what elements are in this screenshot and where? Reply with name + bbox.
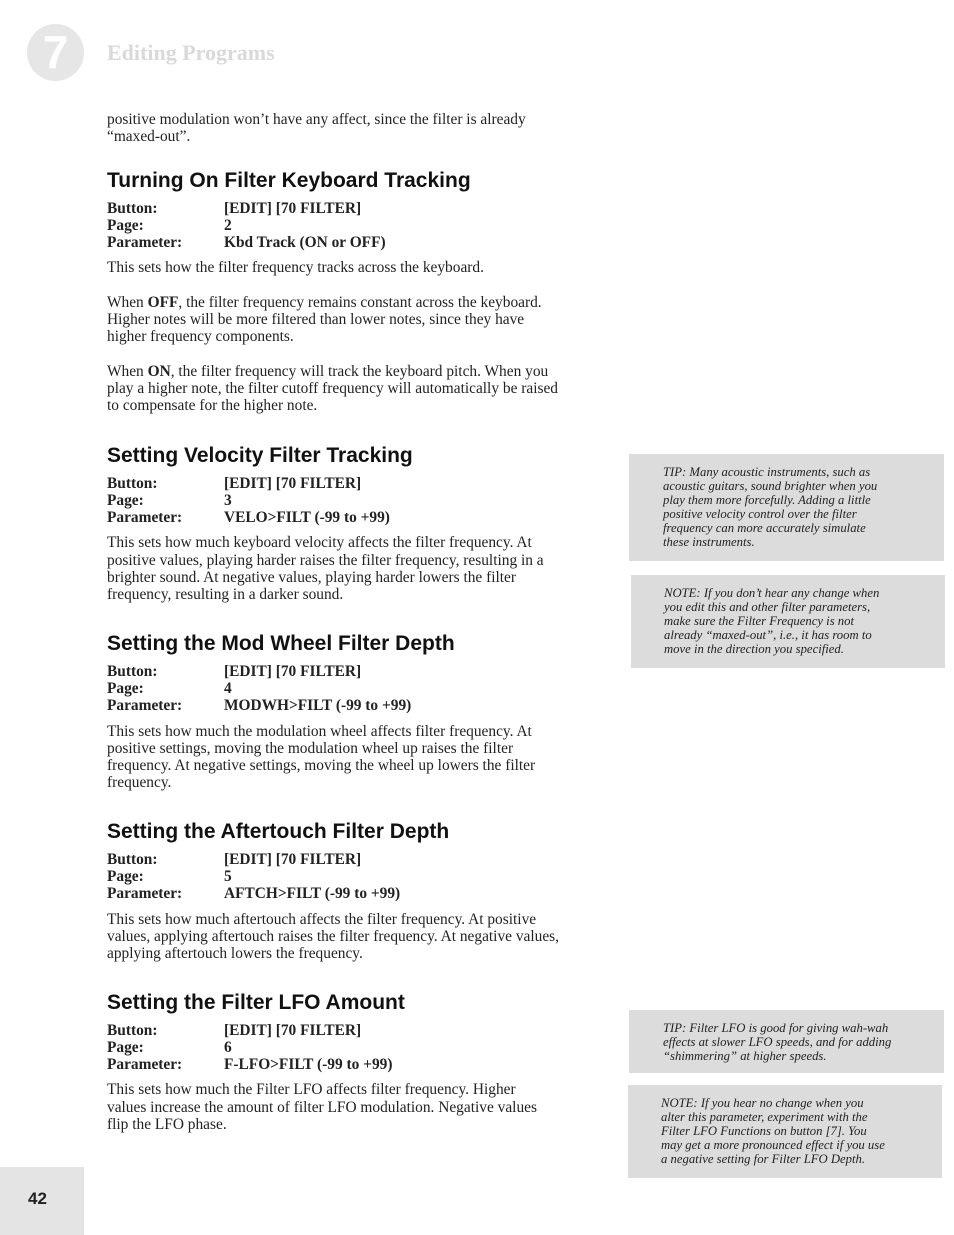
tip-line: positive velocity control over the filter bbox=[663, 507, 857, 521]
param-row bbox=[107, 492, 597, 509]
param-value: F-LFO>FILT (-99 to +99) bbox=[224, 1056, 393, 1074]
param-value: VELO>FILT (-99 to +99) bbox=[224, 509, 390, 527]
chapter-title: Editing Programs bbox=[107, 40, 275, 65]
section-aftertouch-depth bbox=[107, 819, 597, 963]
param-row bbox=[107, 680, 597, 697]
param-value: 2 bbox=[224, 216, 232, 234]
param-row bbox=[107, 868, 597, 885]
param-row bbox=[107, 885, 597, 902]
parameter-block bbox=[107, 851, 597, 903]
chapter-number: 7 bbox=[42, 26, 69, 78]
section-heading: Setting the Aftertouch Filter Depth bbox=[107, 819, 450, 843]
parameter-block bbox=[107, 1022, 597, 1074]
section-heading: Setting the Mod Wheel Filter Depth bbox=[107, 631, 455, 655]
body-line: This sets how the filter frequency tracks across the keyboard. bbox=[107, 259, 484, 277]
note-line: a negative setting for Filter LFO Depth. bbox=[661, 1152, 866, 1166]
body-line: When OFF, the filter frequency remains constant across the keyboard. bbox=[107, 293, 542, 311]
param-value: [EDIT] [70 FILTER] bbox=[224, 662, 362, 680]
body-line: frequency. bbox=[107, 774, 172, 792]
body-line: to compensate for the higher note. bbox=[107, 397, 318, 415]
body-paragraph bbox=[107, 259, 597, 276]
param-value: AFTCH>FILT (-99 to +99) bbox=[224, 885, 401, 903]
emphasis-off: OFF bbox=[147, 293, 179, 311]
tip-line: TIP: Filter LFO is good for giving wah-wah bbox=[663, 1021, 889, 1035]
note-line: alter this parameter, experiment with the bbox=[661, 1110, 868, 1124]
tip-box-filter-lfo bbox=[629, 1010, 944, 1073]
body-line: This sets how much aftertouch affects the filter frequency. At positive bbox=[107, 910, 537, 928]
body-line: brighter sound. At negative values, playing harder lowers the filter bbox=[107, 569, 517, 587]
note-line: NOTE: If you don’t hear any change when bbox=[664, 586, 880, 600]
tip-line: play them more forcefully. Adding a little bbox=[663, 493, 871, 507]
param-value: 6 bbox=[224, 1038, 232, 1056]
note-line: may get a more pronounced effect if you use bbox=[661, 1138, 885, 1152]
param-label: Page: bbox=[107, 491, 144, 509]
intro-paragraph bbox=[107, 111, 597, 146]
param-label: Parameter: bbox=[107, 1056, 183, 1074]
body-line: flip the LFO phase. bbox=[107, 1115, 227, 1133]
note-line: Filter LFO Functions on button [7]. You bbox=[661, 1124, 867, 1138]
body-line: This sets how much the Filter LFO affects filter frequency. Higher bbox=[107, 1081, 516, 1099]
chapter-badge bbox=[27, 24, 84, 81]
page-number: 42 bbox=[28, 1189, 47, 1208]
param-row bbox=[107, 217, 597, 234]
body-line: frequency. At negative settings, moving the wheel up lowers the filter bbox=[107, 757, 536, 775]
param-label: Page: bbox=[107, 679, 144, 697]
param-label: Parameter: bbox=[107, 885, 183, 903]
main-content bbox=[107, 111, 597, 1133]
body-line: higher frequency components. bbox=[107, 328, 294, 346]
tip-line: frequency can more accurately simulate bbox=[663, 521, 866, 535]
body-paragraph bbox=[107, 911, 597, 963]
parameter-block bbox=[107, 475, 597, 527]
note-line: make sure the Filter Frequency is not bbox=[664, 614, 855, 628]
body-paragraph bbox=[107, 1081, 597, 1133]
param-label: Button: bbox=[107, 199, 158, 217]
param-value: [EDIT] [70 FILTER] bbox=[224, 199, 362, 217]
body-line: positive settings, moving the modulation wheel up raises the filter bbox=[107, 739, 514, 757]
param-label: Parameter: bbox=[107, 509, 183, 527]
param-label: Button: bbox=[107, 850, 158, 868]
param-label: Page: bbox=[107, 216, 144, 234]
param-value: 4 bbox=[224, 679, 232, 697]
param-row bbox=[107, 234, 597, 251]
body-line: play a higher note, the filter cutoff frequency will automatically be raised bbox=[107, 379, 559, 397]
tip-line: acoustic guitars, sound brighter when you bbox=[663, 479, 878, 493]
body-paragraph bbox=[107, 363, 597, 415]
body-line: frequency, resulting in a darker sound. bbox=[107, 586, 344, 604]
param-label: Parameter: bbox=[107, 234, 183, 252]
param-label: Button: bbox=[107, 474, 158, 492]
param-value: [EDIT] [70 FILTER] bbox=[224, 1021, 362, 1039]
param-value: Kbd Track (ON or OFF) bbox=[224, 234, 386, 252]
emphasis-on: ON bbox=[147, 362, 171, 380]
body-line: Higher notes will be more filtered than lower notes, since they have bbox=[107, 311, 525, 329]
section-velocity-tracking bbox=[107, 443, 597, 604]
note-box-filter-params bbox=[631, 575, 945, 668]
param-row bbox=[107, 851, 597, 868]
parameter-block bbox=[107, 200, 597, 252]
param-row bbox=[107, 1039, 597, 1056]
param-label: Page: bbox=[107, 1038, 144, 1056]
param-row bbox=[107, 1056, 597, 1073]
section-filter-lfo-amount bbox=[107, 990, 597, 1134]
param-label: Parameter: bbox=[107, 697, 183, 715]
body-line: This sets how much the modulation wheel affects filter frequency. At bbox=[107, 722, 532, 740]
param-row bbox=[107, 663, 597, 680]
body-line: applying aftertouch lowers the frequency. bbox=[107, 945, 363, 963]
param-value: [EDIT] [70 FILTER] bbox=[224, 474, 362, 492]
section-heading: Setting Velocity Filter Tracking bbox=[107, 443, 413, 467]
param-value: 5 bbox=[224, 868, 232, 886]
body-line: values, applying aftertouch raises the filter frequency. At negative values, bbox=[107, 927, 560, 945]
body-line: This sets how much keyboard velocity affects the filter frequency. At bbox=[107, 534, 532, 552]
body-paragraph bbox=[107, 534, 597, 603]
section-mod-wheel-depth bbox=[107, 631, 597, 792]
intro-line: positive modulation won’t have any affect, since the filter is already bbox=[107, 111, 526, 128]
note-box-filter-lfo bbox=[628, 1085, 942, 1178]
body-line: When ON, the filter frequency will track the keyboard pitch. When you bbox=[107, 362, 549, 380]
body-line: values increase the amount of filter LFO modulation. Negative values bbox=[107, 1098, 537, 1116]
param-row bbox=[107, 200, 597, 217]
tip-line: TIP: Many acoustic instruments, such as bbox=[663, 465, 871, 479]
body-paragraph bbox=[107, 294, 597, 346]
param-value: [EDIT] [70 FILTER] bbox=[224, 850, 362, 868]
param-row bbox=[107, 475, 597, 492]
param-row bbox=[107, 509, 597, 526]
section-heading: Turning On Filter Keyboard Tracking bbox=[107, 168, 471, 192]
note-line: already “maxed-out”, i.e., it has room to bbox=[664, 628, 872, 642]
param-value: 3 bbox=[224, 491, 232, 509]
parameter-block bbox=[107, 663, 597, 715]
param-label: Page: bbox=[107, 868, 144, 886]
param-label: Button: bbox=[107, 662, 158, 680]
note-line: NOTE: If you hear no change when you bbox=[661, 1096, 864, 1110]
tip-line: “shimmering” at higher speeds. bbox=[663, 1049, 827, 1063]
body-paragraph bbox=[107, 723, 597, 792]
param-value: MODWH>FILT (-99 to +99) bbox=[224, 697, 412, 715]
body-line: positive values, playing harder raises the filter frequency, resulting in a bbox=[107, 551, 544, 569]
note-line: move in the direction you specified. bbox=[664, 642, 844, 656]
section-keyboard-tracking bbox=[107, 168, 597, 415]
param-row bbox=[107, 1022, 597, 1039]
tip-line: effects at slower LFO speeds, and for adding bbox=[663, 1035, 892, 1049]
section-heading: Setting the Filter LFO Amount bbox=[107, 990, 405, 1014]
param-row bbox=[107, 697, 597, 714]
tip-line: these instruments. bbox=[663, 535, 755, 549]
tip-box-velocity bbox=[629, 454, 944, 561]
note-line: you edit this and other filter parameters, bbox=[664, 600, 871, 614]
param-label: Button: bbox=[107, 1021, 158, 1039]
page-number-box bbox=[0, 1167, 84, 1235]
intro-line: “maxed-out”. bbox=[107, 128, 191, 146]
